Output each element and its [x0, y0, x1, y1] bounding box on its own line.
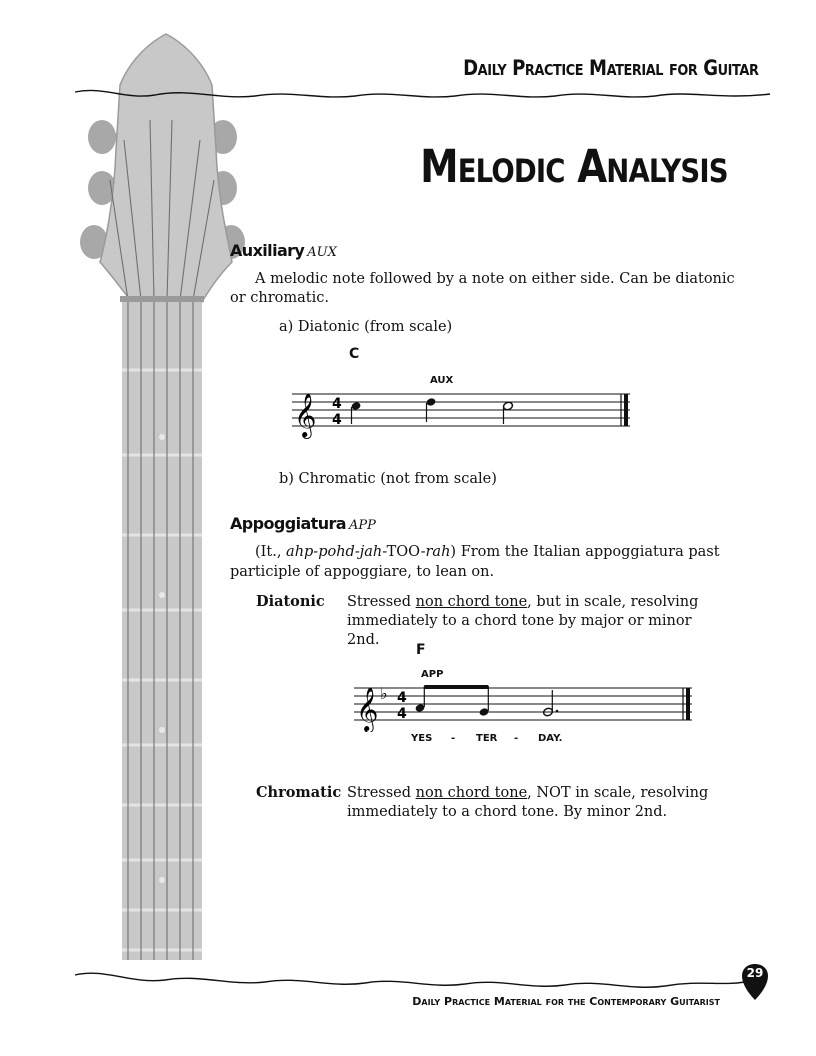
lyric-syllable-3: DAY.	[538, 733, 563, 744]
running-header: Daily Practice Material for Guitar	[462, 56, 758, 80]
chromatic-def-post: , NOT in scale, resolving	[527, 785, 709, 801]
appoggiatura-desc-line1	[255, 543, 720, 562]
footer-rule	[75, 973, 745, 987]
aux-time-sig-bottom: 4	[332, 412, 342, 428]
appoggiatura-desc-line2: participle of appoggiare, to lean on.	[230, 564, 495, 580]
pron-part-2: -TOO-	[382, 544, 426, 560]
treble-clef-icon: 𝄞	[294, 393, 317, 437]
auxiliary-desc-line1: A melodic note followed by a note on either side. Can be diatonic	[255, 271, 735, 287]
chromatic-term: Chromatic	[256, 784, 342, 801]
diatonic-definition	[347, 593, 727, 650]
aux-analysis-mark: AUX	[430, 375, 454, 386]
app-time-sig-bottom: 4	[397, 706, 407, 722]
nut	[120, 296, 204, 302]
pron-part-1: ahp-pohd-jah	[286, 544, 383, 560]
diatonic-def-underlined: non chord tone	[415, 594, 528, 610]
auxiliary-abbr: AUX	[307, 245, 337, 260]
diatonic-def-post: , but in scale, resolving	[527, 594, 699, 610]
app-time-sig-top: 4	[397, 690, 407, 706]
chromatic-def-pre: Stressed	[347, 785, 416, 801]
lyric-syllable-1: YES	[411, 733, 433, 744]
lyric-syllable-2: TER	[476, 733, 498, 744]
aux-time-sig-top: 4	[332, 396, 342, 412]
aux-notes	[351, 397, 514, 424]
auxiliary-heading	[230, 241, 337, 260]
appoggiatura-heading	[230, 514, 376, 533]
auxiliary-diatonic-label: a) Diatonic (from scale)	[279, 319, 453, 335]
app-treble-clef-icon: 𝄞	[356, 687, 379, 731]
chromatic-def-line2: immediately to a chord tone. By minor 2nd.	[347, 804, 668, 820]
auxiliary-heading-text: Auxiliary	[230, 241, 305, 260]
aux-music-staff	[290, 390, 635, 440]
flat-key-signature-icon: ♭	[380, 684, 388, 703]
running-footer: Daily Practice Material for the Contemporary Guitarist	[412, 995, 720, 1008]
pron-rest: ) From the Italian appoggiatura past	[450, 544, 720, 560]
auxiliary-chromatic-label: b) Chromatic (not from scale)	[279, 471, 497, 487]
auxiliary-desc-line2: or chromatic.	[230, 290, 329, 306]
app-music-staff	[352, 682, 697, 732]
appoggiatura-heading-text: Appoggiatura	[230, 514, 346, 533]
app-chord-symbol: F	[416, 642, 426, 658]
app-analysis-mark: APP	[421, 669, 444, 680]
lyric-hyphen-2: -	[514, 733, 519, 744]
lyric-hyphen-1: -	[451, 733, 456, 744]
page-title: Melodic Analysis	[420, 140, 728, 193]
aux-chord-symbol: C	[349, 346, 360, 362]
chromatic-definition	[347, 784, 727, 822]
chromatic-def-underlined: non chord tone	[415, 785, 528, 801]
diatonic-def-line2: immediately to a chord tone by major or minor 2nd.	[347, 613, 692, 648]
headstock	[100, 34, 232, 305]
pron-part-3: rah	[425, 544, 451, 560]
pron-open: (It.,	[255, 544, 287, 560]
diatonic-def-pre: Stressed	[347, 594, 416, 610]
appoggiatura-abbr: APP	[349, 518, 376, 533]
diatonic-term: Diatonic	[256, 593, 325, 610]
page-number: 29	[746, 966, 764, 980]
